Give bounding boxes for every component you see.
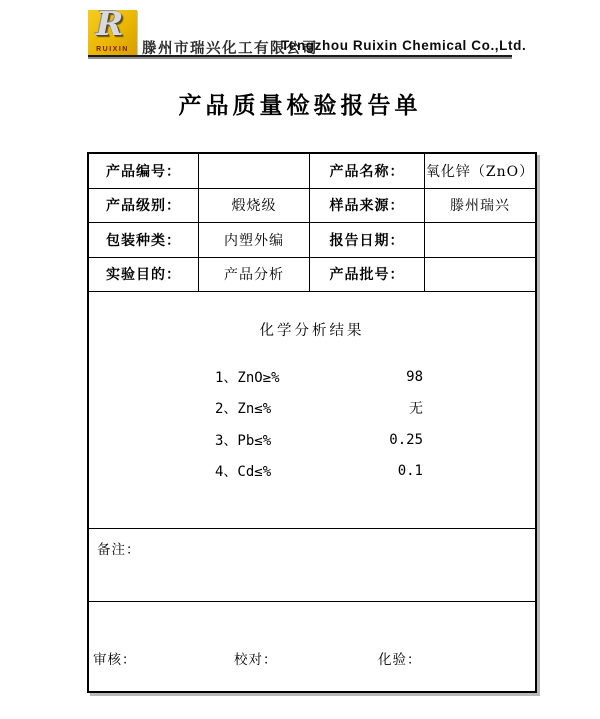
analysis-item-name: 2、Zn≤% <box>215 401 272 418</box>
analysis-items <box>89 361 535 487</box>
analysis-item-value: 0.25 <box>389 431 423 448</box>
info-label-product-name: 产品名称： <box>310 154 425 189</box>
analysis-item-name: 4、Cd≤% <box>215 464 272 481</box>
remarks-label: 备注： <box>97 542 141 558</box>
info-value-package-type: 内塑外编 <box>199 223 310 258</box>
info-value-report-date <box>425 223 535 258</box>
analysis-item-value: 0.1 <box>397 463 423 480</box>
review-label: 审核： <box>93 652 137 668</box>
assay-label: 化验： <box>378 652 422 668</box>
analysis-item-name: 1、ZnO≥% <box>215 369 280 386</box>
report-table <box>87 152 537 693</box>
company-logo <box>88 4 137 55</box>
remarks-section <box>89 529 535 602</box>
analysis-item-name: 3、Pb≤% <box>215 432 272 449</box>
company-name-en: Tengzhou Ruixin Chemical Co.,Ltd. <box>281 38 527 53</box>
info-grid <box>89 154 535 292</box>
info-label-package-type: 包装种类： <box>89 223 199 258</box>
logo-r-glyph: R <box>96 4 124 43</box>
info-label-product-no: 产品编号： <box>89 154 199 189</box>
header-rule <box>88 55 512 59</box>
analysis-item-zno <box>215 361 423 393</box>
analysis-item-value: 无 <box>409 401 423 418</box>
info-value-product-name: 氧化锌（ZnO） <box>425 154 535 189</box>
info-value-test-purpose: 产品分析 <box>199 258 310 293</box>
proofread-label: 校对： <box>234 652 278 668</box>
analysis-heading: 化学分析结果 <box>259 323 365 339</box>
info-label-batch-no: 产品批号： <box>310 258 425 293</box>
analysis-item-cd <box>215 456 423 488</box>
info-label-product-grade: 产品级别： <box>89 189 199 224</box>
info-label-sample-source: 样品来源： <box>310 189 425 224</box>
analysis-item-pb <box>215 424 423 456</box>
info-label-test-purpose: 实验目的： <box>89 258 199 293</box>
info-value-product-grade: 煅烧级 <box>199 189 310 224</box>
signatures-section <box>89 602 535 691</box>
info-label-report-date: 报告日期： <box>310 223 425 258</box>
report-title: 产品质量检验报告单 <box>178 92 422 118</box>
info-value-sample-source: 滕州瑞兴 <box>425 189 535 224</box>
logo-brand-text: RUIXIN <box>96 46 129 53</box>
company-name-cn: 滕州市瑞兴化工有限公司 <box>142 40 318 57</box>
analysis-item-zn <box>215 393 423 425</box>
info-value-batch-no <box>425 258 535 293</box>
analysis-section <box>89 292 535 529</box>
info-value-product-no <box>199 154 310 189</box>
analysis-item-value: 98 <box>406 368 423 385</box>
